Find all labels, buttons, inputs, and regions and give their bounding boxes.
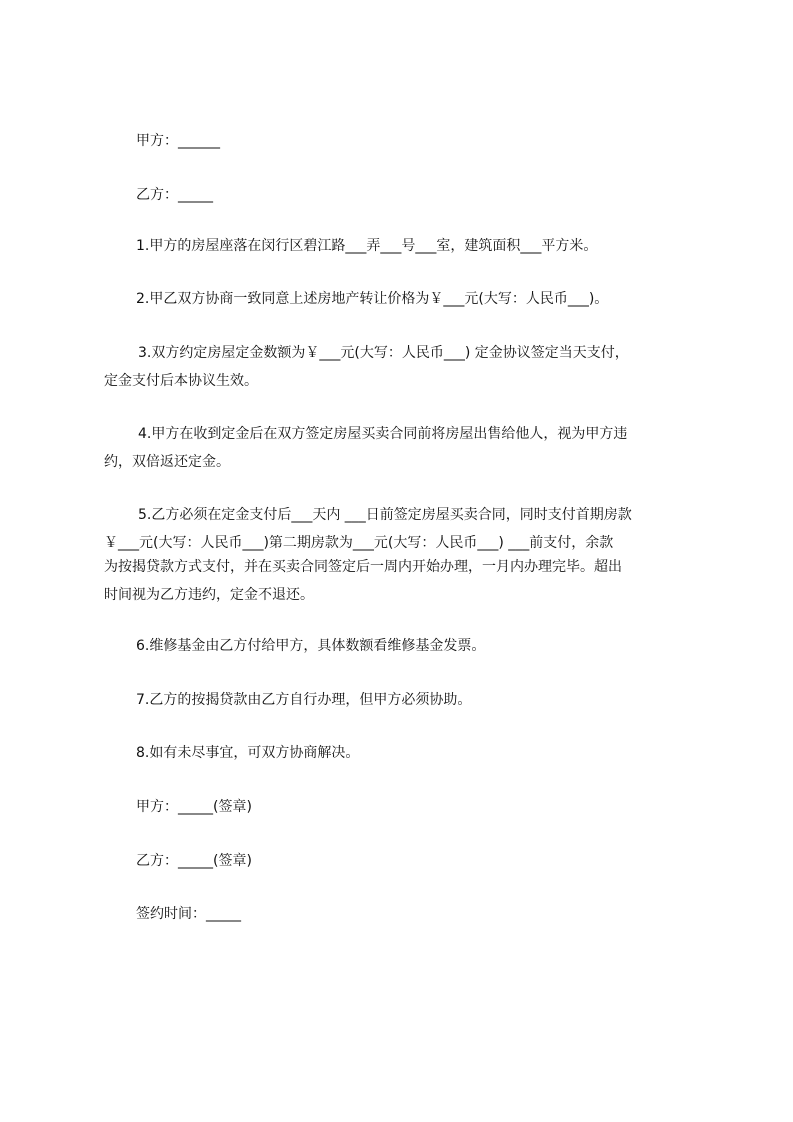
header-party-b: 乙方：_____ <box>136 187 213 203</box>
clause-3-line-2: 定金支付后本协议生效。 <box>104 373 258 389</box>
clause-7: 7.乙方的按揭贷款由乙方自行办理，但甲方必须协助。 <box>136 692 472 708</box>
header-party-a: 甲方：______ <box>136 133 220 149</box>
clause-5-line-4: 时间视为乙方违约，定金不退还。 <box>104 587 314 603</box>
clause-5-line-3: 为按揭贷款方式支付，并在买卖合同签定后一周内开始办理，一月内办理完毕。超出 <box>104 559 622 575</box>
clause-5-line-2: ￥___元(大写：人民币___)第二期房款为___元(大写：人民币___) ___前支付，余款 <box>104 535 614 551</box>
signature-party-a: 甲方：_____(签章) <box>136 799 252 815</box>
clause-3-line-1: 3.双方约定房屋定金数额为￥___元(大写：人民币___) 定金协议签定当天支付， <box>138 345 629 361</box>
clause-6: 6.维修基金由乙方付给甲方，具体数额看维修基金发票。 <box>136 638 486 654</box>
signature-date: 签约时间：_____ <box>136 906 241 922</box>
clause-8: 8.如有未尽事宜，可双方协商解决。 <box>136 745 360 761</box>
clause-4-line-1: 4.甲方在收到定金后在双方签定房屋买卖合同前将房屋出售给他人，视为甲方违 <box>138 426 628 442</box>
clause-1: 1.甲方的房屋座落在闵行区碧江路___弄___号___室，建筑面积___平方米。 <box>136 238 598 254</box>
clause-2: 2.甲乙双方协商一致同意上述房地产转让价格为￥___元(大写：人民币___)。 <box>136 291 609 307</box>
clause-4-line-2: 约，双倍返还定金。 <box>104 454 230 470</box>
signature-party-b: 乙方：_____(签章) <box>136 853 252 869</box>
clause-5-line-1: 5.乙方必须在定金支付后___天内 ___日前签定房屋买卖合同，同时支付首期房款 <box>138 507 632 523</box>
